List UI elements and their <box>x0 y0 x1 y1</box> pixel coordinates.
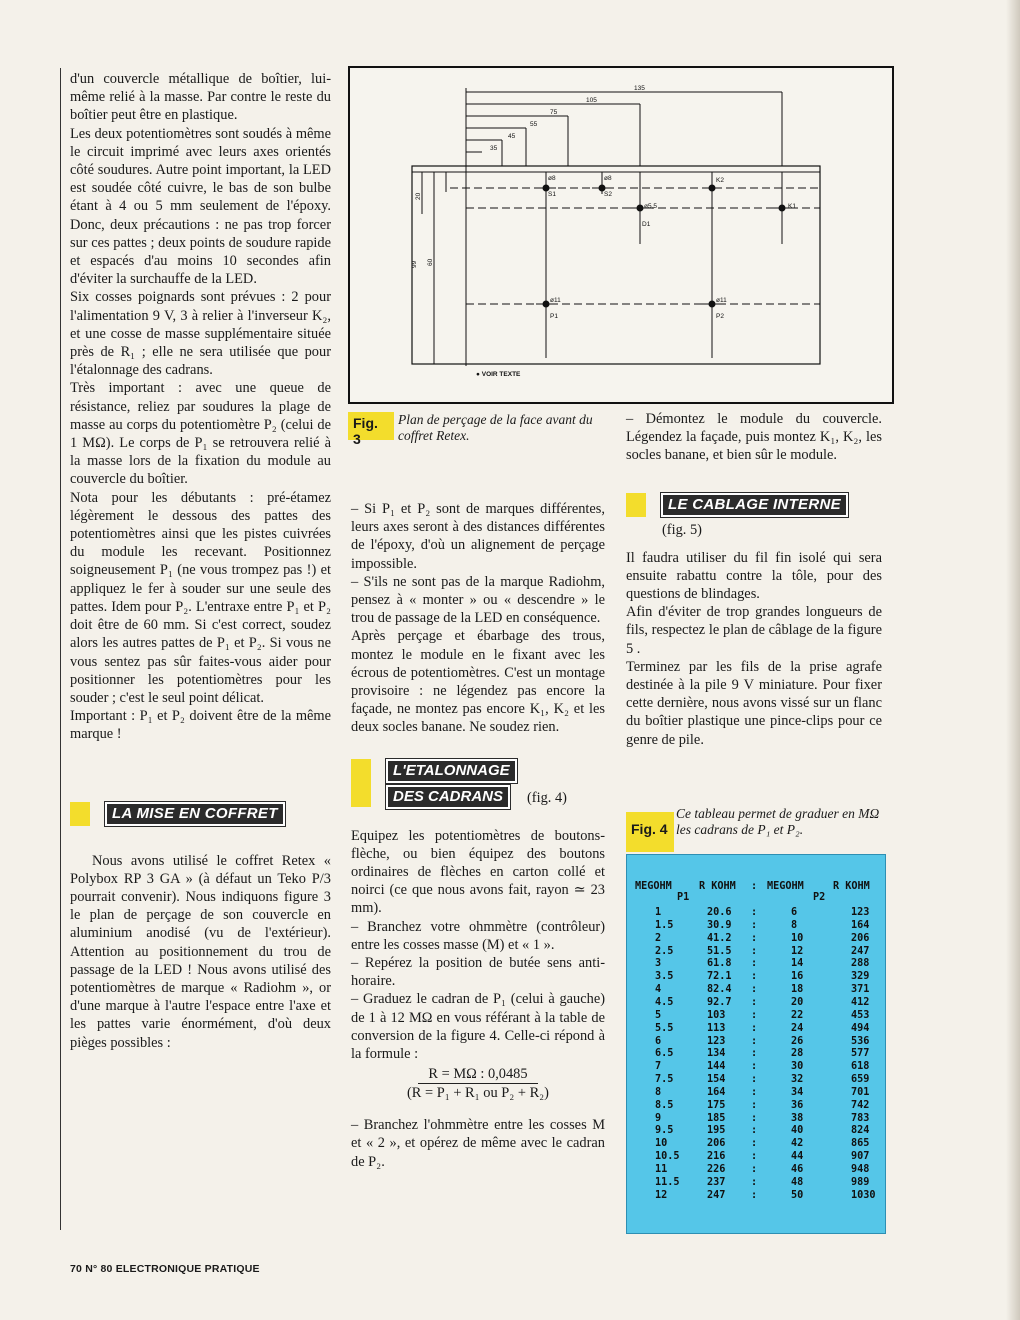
table-row <box>627 920 885 932</box>
hole-label: ø8 <box>604 175 612 182</box>
table-cell: 11 <box>655 1164 668 1175</box>
table-cell: 16 <box>791 971 804 983</box>
table-cell: 2 <box>655 932 662 944</box>
table-cell: 824 <box>851 1125 870 1137</box>
table-cell: 41.2 <box>707 932 732 944</box>
table-header <box>627 881 885 903</box>
table-cell: 206 <box>707 1138 726 1150</box>
table-cell: 5.5 <box>655 1022 674 1034</box>
paragraph: – S'ils ne sont pas de la marque Radiohm, pensez à « monter » ou « descendre » le trou de passage de la LED en conséquence. <box>351 573 605 627</box>
note-label: ● VOIR TEXTE <box>476 371 521 378</box>
table-cell: 46 <box>791 1164 804 1175</box>
table-row <box>627 1164 885 1176</box>
table-cell: 1.5 <box>655 919 674 931</box>
table-row <box>627 1023 885 1035</box>
table-cell: : <box>751 1022 758 1034</box>
paragraph: Equipez les potentiomètres de boutons-flèche, ou bien équipez des boutons ordinaires de flèches en carton collé et noirci (ce que nous avons fait, rayon ≃ 23 mm). <box>351 827 605 917</box>
section-heading-etalonnage <box>351 759 605 817</box>
header-cell: R KOHM <box>833 881 870 892</box>
hole-label: ø8 <box>548 175 556 182</box>
table-cell: 4 <box>655 984 662 996</box>
table-cell: 30 <box>791 1061 804 1073</box>
table-cell: 123 <box>707 1035 726 1047</box>
column-rule <box>60 68 61 1230</box>
paragraph: – Graduez le cadran de P₁ (celui à gauche) de 1 à 12 MΩ en vous référant à la table de conversion de la figure 4. Celle-ci répond à la formule : <box>351 991 605 1063</box>
table-cell: 22 <box>791 1009 804 1021</box>
table-cell: 618 <box>851 1061 870 1073</box>
paragraph: Nous avons utilisé le coffret Retex « Polybox RP 3 GA » (à défaut un Teko P/3 pourrait convenir). Nous indiquons figure 3 le plan de perçage de son couvercle en aluminium anodisé (vu de l'extérieur). Attention au positionnement du trou de passage de la LED ! Nous avons utilisé des potentiomètres de marque « Radiohm », or d'une marque à l'autre l'espace entre l'axe et les pattes varie énormément, d'où deux pièges possibles : <box>70 852 331 1051</box>
table-cell: 14 <box>791 958 804 970</box>
hole-label: D1 <box>642 221 651 228</box>
yellow-marker <box>351 759 371 807</box>
table-row <box>627 1087 885 1099</box>
table-row <box>627 997 885 1009</box>
header-cell: R KOHM <box>699 881 736 892</box>
dim-label: 75 <box>550 109 558 116</box>
table-cell: 12 <box>791 945 804 957</box>
table-cell: 6 <box>655 1035 662 1047</box>
formula <box>351 1065 605 1102</box>
header-cell: MEGOHM <box>767 881 804 892</box>
table-row <box>627 907 885 919</box>
table-row <box>627 1048 885 1060</box>
table-cell: 123 <box>851 907 870 918</box>
header-cell: P2 <box>813 892 826 903</box>
table-row <box>627 946 885 958</box>
table-cell: : <box>751 996 758 1008</box>
table-cell: : <box>751 1074 758 1086</box>
table-cell: 783 <box>851 1112 870 1124</box>
table-cell: 44 <box>791 1151 804 1163</box>
table-cell: : <box>751 1048 758 1060</box>
figure-ref: (fig. 4) <box>527 789 567 806</box>
table-cell: : <box>751 1086 758 1098</box>
table-cell: : <box>751 1099 758 1111</box>
hole-label: S1 <box>548 191 556 198</box>
column-3 <box>626 410 882 749</box>
table-cell: : <box>751 1061 758 1073</box>
table-cell: : <box>751 1009 758 1021</box>
table-cell: 247 <box>851 945 870 957</box>
table-cell: 948 <box>851 1164 870 1175</box>
table-cell: 144 <box>707 1061 726 1073</box>
paragraph: – Si P₁ et P₂ sont de marques différentes, leurs axes seront à des distances différentes de l'époxy, d'où un alignement de perçage impossible. <box>351 501 605 572</box>
paragraph: Terminez par les fils de la prise agrafe destinée à la pile 9 V miniature. Pour fixer cette dernière, nous avons vissé sur un flanc du boîtier plastique une pince-clips pour ce genre de pile. <box>626 658 882 748</box>
paragraph: Afin d'éviter de trop grandes longueurs de fils, respectez le plan de câblage de la figure 5 . <box>626 604 882 657</box>
table-cell: 50 <box>791 1189 804 1201</box>
table-cell: : <box>751 919 758 931</box>
table-cell: : <box>751 971 758 983</box>
figure-3-drilling-plan <box>348 66 894 404</box>
table-cell: 38 <box>791 1112 804 1124</box>
table-cell: 577 <box>851 1048 870 1060</box>
table-cell: 10.5 <box>655 1151 680 1163</box>
header-cell: P1 <box>677 892 690 903</box>
heading-label: L'ETALONNAGE <box>386 759 517 783</box>
figure-tag: Fig. 3 <box>348 412 394 440</box>
table-row <box>627 1100 885 1112</box>
table-cell: 865 <box>851 1138 870 1150</box>
column-1 <box>70 70 331 1052</box>
table-cell: 4.5 <box>655 996 674 1008</box>
table-cell: 8.5 <box>655 1099 674 1111</box>
table-cell: 72.1 <box>707 971 732 983</box>
table-cell: 164 <box>851 919 870 931</box>
table-row <box>627 1010 885 1022</box>
table-cell: 7.5 <box>655 1074 674 1086</box>
hole-label: K2 <box>716 177 724 184</box>
table-cell: 48 <box>791 1176 804 1188</box>
table-cell: 185 <box>707 1112 726 1124</box>
table-cell: 742 <box>851 1099 870 1111</box>
dim-label: 20 <box>415 192 422 200</box>
table-cell: 1 <box>655 907 662 918</box>
table-cell: 247 <box>707 1189 726 1201</box>
table-cell: 34 <box>791 1086 804 1098</box>
table-cell: : <box>751 945 758 957</box>
table-cell: : <box>751 1035 758 1047</box>
table-cell: 10 <box>791 932 804 944</box>
table-cell: 26 <box>791 1035 804 1047</box>
table-cell: 6.5 <box>655 1048 674 1060</box>
table-cell: 20 <box>791 996 804 1008</box>
table-row <box>627 1074 885 1086</box>
page-edge-shadow <box>1006 0 1020 1320</box>
formula-line: (R = P₁ + R₁ ou P₂ + R₂) <box>407 1085 549 1102</box>
table-row <box>627 1190 885 1202</box>
table-cell: 8 <box>655 1086 662 1098</box>
paragraph: – Démontez le module du couvercle. Légendez la façade, puis montez K₁, K₂, les socles banane, et bien sûr le module. <box>626 411 882 464</box>
table-cell: 195 <box>707 1125 726 1137</box>
table-row <box>627 1151 885 1163</box>
figure-tag: Fig. 4 <box>626 812 674 852</box>
table-cell: 175 <box>707 1099 726 1111</box>
header-cell: MEGOHM <box>635 881 672 892</box>
hole-label: ø11 <box>550 297 561 304</box>
paragraph: d'un couvercle métallique de boîtier, lui-même relié à la masse. Par contre le reste du boîtier peut être en plastique. <box>70 71 331 124</box>
table-cell: 216 <box>707 1151 726 1163</box>
table-cell: 9 <box>655 1112 662 1124</box>
column-2 <box>351 500 605 1171</box>
heading-label: LE CABLAGE INTERNE <box>661 493 848 517</box>
dim-label: 55 <box>530 121 538 128</box>
formula-line: R = MΩ : 0,0485 <box>418 1065 537 1084</box>
page-footer: 70 N° 80 ELECTRONIQUE PRATIQUE <box>70 1263 260 1275</box>
table-cell: 701 <box>851 1086 870 1098</box>
yellow-marker <box>70 802 90 826</box>
table-row <box>627 1125 885 1137</box>
table-cell: : <box>751 1164 758 1175</box>
table-cell: : <box>751 1112 758 1124</box>
table-cell: 164 <box>707 1086 726 1098</box>
figure-ref: (fig. 5) <box>662 521 702 538</box>
table-cell: 1030 <box>851 1189 876 1201</box>
table-cell: : <box>751 984 758 996</box>
table-cell: 453 <box>851 1009 870 1021</box>
drilling-plan-diagram <box>350 68 892 402</box>
paragraph: Il faudra utiliser du fil fin isolé qui sera ensuite rabattu contre la tôle, pour des questions de blindages. <box>626 549 882 603</box>
paragraph: Très important : avec une queue de résistance, reliez par soudures la plage de masse au corps du potentiomètre P₂ (celui de 1 MΩ). Le corps de P₁ se retrouvera relié à la masse lors de la fixation du module au couvercle du boîtier. <box>70 380 331 488</box>
table-cell: 288 <box>851 958 870 970</box>
table-cell: 6 <box>791 907 798 918</box>
hole-label: K1 <box>788 203 796 210</box>
table-cell: : <box>751 1138 758 1150</box>
table-cell: 103 <box>707 1009 726 1021</box>
table-cell: 237 <box>707 1176 726 1188</box>
paragraph: – Branchez l'ohmmètre entre les cosses M et « 2 », et opérez de même avec le cadran de P₂. <box>351 1117 605 1170</box>
hole-label: ø5,5 <box>644 203 658 210</box>
table-cell: 18 <box>791 984 804 996</box>
table-cell: 20.6 <box>707 907 732 918</box>
table-cell: 51.5 <box>707 945 732 957</box>
hole-label: S2 <box>604 191 612 198</box>
paragraph: – Repérez la position de butée sens anti-horaire. <box>351 955 605 990</box>
table-cell: 3 <box>655 958 662 970</box>
table-cell: 113 <box>707 1022 726 1034</box>
section-heading-cablage <box>626 491 882 537</box>
table-row <box>627 1138 885 1150</box>
conversion-table <box>626 854 886 1234</box>
table-cell: 154 <box>707 1074 726 1086</box>
header-cell: : <box>751 881 758 892</box>
table-cell: : <box>751 958 758 970</box>
paragraph: Important : P₁ et P₂ doivent être de la même marque ! <box>70 708 331 743</box>
paragraph: Après perçage et ébarbage des trous, montez le module en le fixant avec les écrous de potentiomètres. C'est un montage provisoire : ne légendez pas encore la façade, ne montez pas encore K₁, K₂ et les deux socles banane. Ne soudez rien. <box>351 628 605 736</box>
table-cell: 82.4 <box>707 984 732 996</box>
table-cell: : <box>751 907 758 918</box>
table-cell: 5 <box>655 1009 662 1021</box>
table-row <box>627 1036 885 1048</box>
table-cell: : <box>751 1151 758 1163</box>
table-cell: 24 <box>791 1022 804 1034</box>
paragraph: Six cosses poignards sont prévues : 2 pour l'alimentation 9 V, 3 à relier à l'inverseur K₂, et une cosse de masse supplémentaire située près de R₁ ; elle ne sera utilisée que pour l'étalonnage des cadrans. <box>70 289 331 379</box>
dim-label: 45 <box>508 133 516 140</box>
table-cell: 8 <box>791 919 798 931</box>
table-row <box>627 984 885 996</box>
table-cell: 40 <box>791 1125 804 1137</box>
table-cell: 226 <box>707 1164 726 1175</box>
table-cell: : <box>751 1176 758 1188</box>
table-cell: : <box>751 932 758 944</box>
section-heading-coffret <box>70 800 331 840</box>
table-row <box>627 933 885 945</box>
table-cell: 12 <box>655 1189 668 1201</box>
table-cell: 659 <box>851 1074 870 1086</box>
table-cell: : <box>751 1189 758 1201</box>
table-cell: 3.5 <box>655 971 674 983</box>
dim-label: 60 <box>427 258 434 266</box>
table-cell: 9.5 <box>655 1125 674 1137</box>
dim-label: 135 <box>634 85 645 92</box>
table-row <box>627 1113 885 1125</box>
table-cell: : <box>751 1125 758 1137</box>
table-cell: 30.9 <box>707 919 732 931</box>
hole-label: ø11 <box>716 297 727 304</box>
hole-label: P1 <box>550 313 558 320</box>
table-cell: 11.5 <box>655 1176 680 1188</box>
dim-label: 35 <box>490 145 498 152</box>
paragraph: Les deux potentiomètres sont soudés à même le circuit imprimé avec leurs axes orientés côté soudures. Autre point important, la LED est soudée côté cuivre, le bas de son bulbe étant à 4 ou 5 mm seulement de l'époxy. Donc, deux précautions : ne pas trop forcer sur ces pattes ; deux points de soudure rapide et espacés d'au moins 10 secondes afin d'éviter la surchauffe de la LED. <box>70 125 331 288</box>
table-cell: 536 <box>851 1035 870 1047</box>
dim-label: 105 <box>586 97 597 104</box>
table-cell: 907 <box>851 1151 870 1163</box>
table-row <box>627 971 885 983</box>
table-cell: 32 <box>791 1074 804 1086</box>
table-cell: 7 <box>655 1061 662 1073</box>
hole-label: P2 <box>716 313 724 320</box>
table-row <box>627 1061 885 1073</box>
table-cell: 42 <box>791 1138 804 1150</box>
heading-label: LA MISE EN COFFRET <box>105 802 285 826</box>
table-cell: 61.8 <box>707 958 732 970</box>
yellow-marker <box>626 493 646 517</box>
table-cell: 412 <box>851 996 870 1008</box>
table-cell: 134 <box>707 1048 726 1060</box>
table-row <box>627 958 885 970</box>
table-cell: 36 <box>791 1099 804 1111</box>
table-cell: 494 <box>851 1022 870 1034</box>
caption-text: Plan de perçage de la face avant du coffret Retex. <box>398 412 593 443</box>
table-cell: 206 <box>851 932 870 944</box>
paragraph: – Branchez votre ohmmètre (contrôleur) entre les cosses masse (M) et « 1 ». <box>351 918 605 953</box>
heading-label: DES CADRANS <box>386 785 510 809</box>
table-cell: 2.5 <box>655 945 674 957</box>
table-cell: 92.7 <box>707 996 732 1008</box>
caption-text: Ce tableau permet de graduer en MΩ les cadrans de P₁ et P₂. <box>676 806 880 837</box>
table-row <box>627 1177 885 1189</box>
table-cell: 329 <box>851 971 870 983</box>
table-cell: 10 <box>655 1138 668 1150</box>
table-cell: 989 <box>851 1176 870 1188</box>
table-cell: 28 <box>791 1048 804 1060</box>
table-cell: 371 <box>851 984 870 996</box>
dim-label: 99 <box>411 260 418 268</box>
paragraph: Nota pour les débutants : pré-étamez légèrement le dessous des pattes des potentiomètres ainsi que les pistes cuivrées du module les recevant. Positionnez soigneusement P₁ (ne vous trompez pas !) et appliquez le fer à souder sur une seule des pattes. Idem pour P₂. L'entraxe entre P₁ et P₂ doit être de 60 mm. Si c'est correct, soudez alors les autres pattes de P₁ et P₂. Si vous ne vous sentez pas sûr faites-vous aider pour positionner les potentiomètres pour les souder ; c'est le seul point délicat. <box>70 489 331 706</box>
